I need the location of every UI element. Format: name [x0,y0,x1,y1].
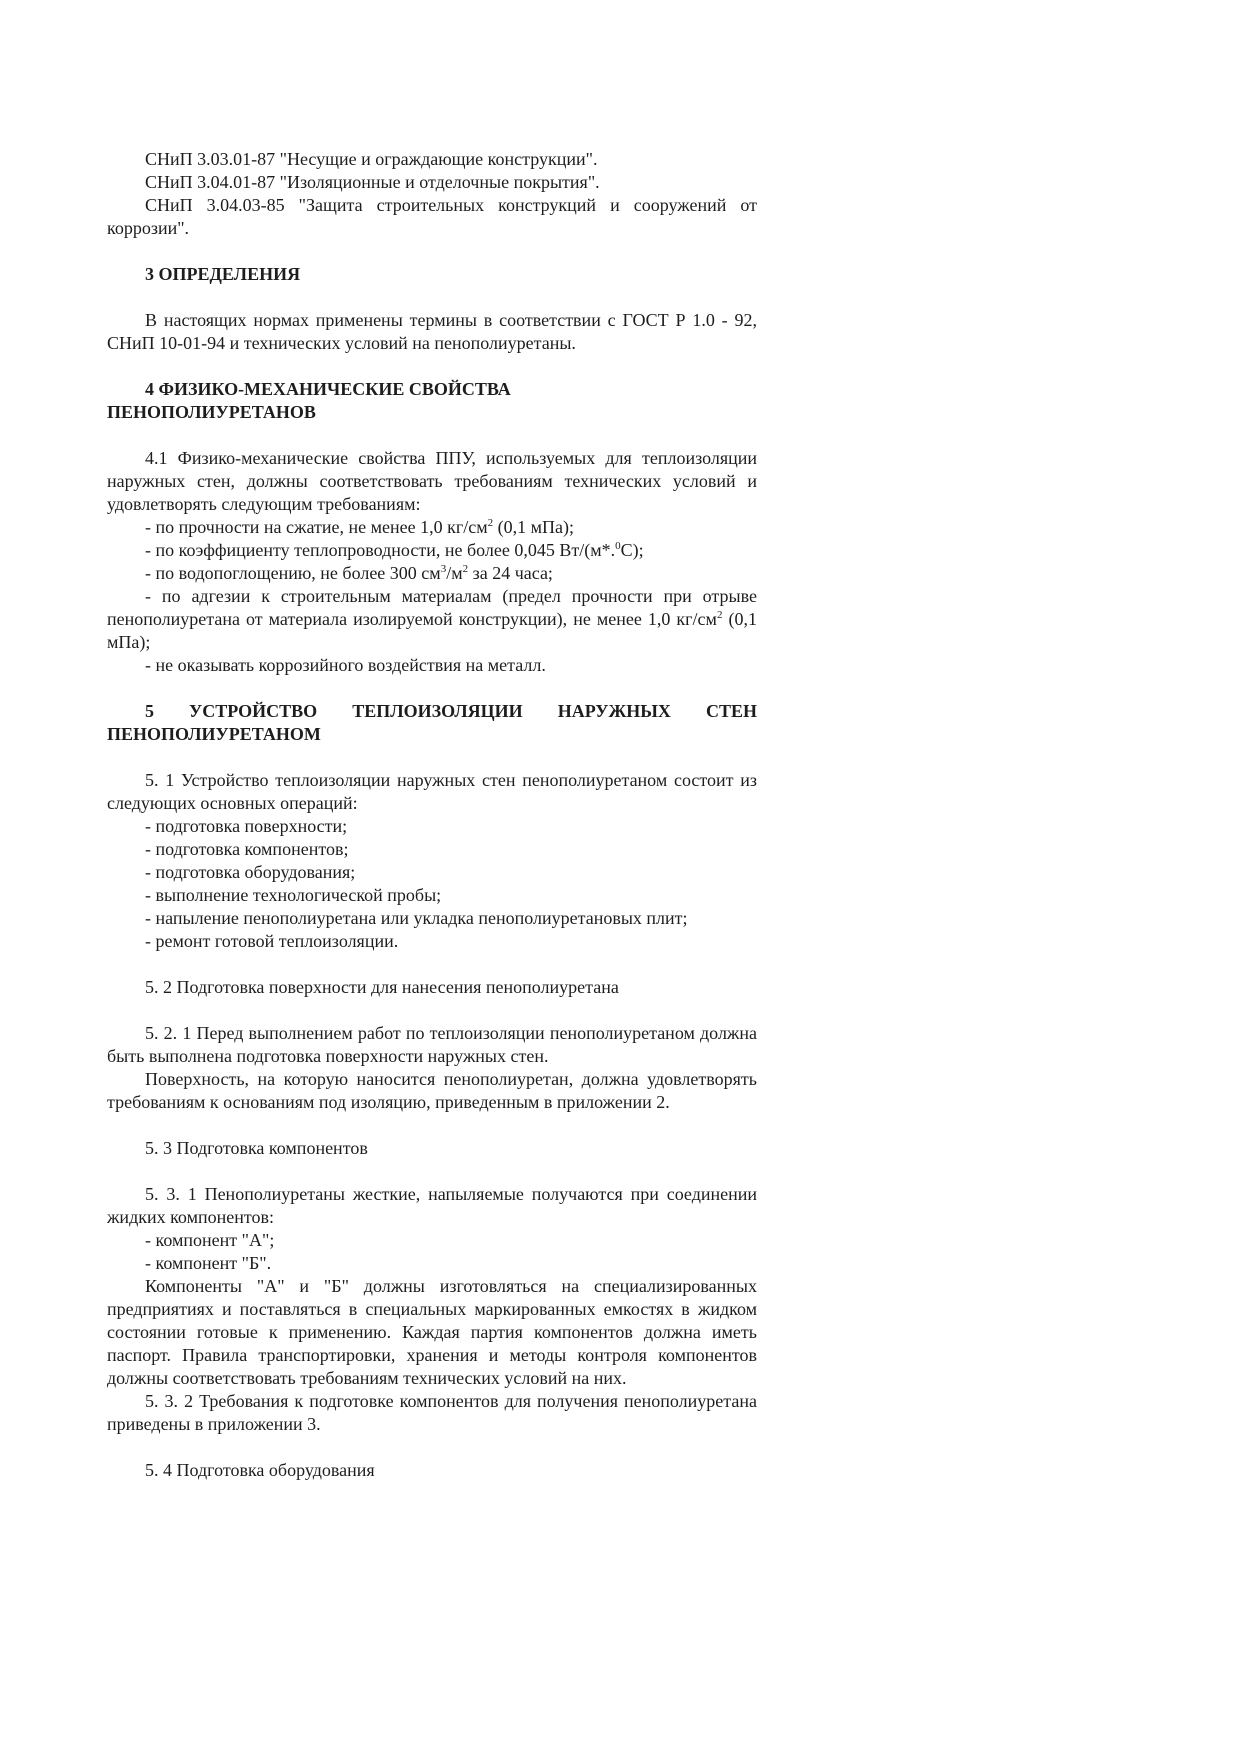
superscript: 2 [716,609,723,621]
list-item: - подготовка оборудования; [145,862,356,882]
section-heading: 5 УСТРОЙСТВО ТЕПЛОИЗОЛЯЦИИ НАРУЖНЫХ СТЕН ПЕНОПОЛИУРЕТАНОМ [107,701,757,744]
list-item: - подготовка поверхности; [145,816,348,836]
list-item: - напыление пенополиуретана или укладка пенополиуретановых плит; [145,908,688,928]
list-item: - по адгезии к строительным материалам (предел прочности при отрыве пенополиуретана от материала изолируемой конструкции), не менее 1,0 $кг/см^2$ (0,1 мПа); [107,586,757,652]
superscript: 0 [615,540,621,552]
list-item: - по коэффициенту теплопроводности, не более 0,045 Вт/(м*.$^0$С); [145,540,644,560]
paragraph: 5. 2 Подготовка поверхности для нанесения пенополиуретана [145,977,619,997]
list-item: - выполнение технологической пробы; [145,885,442,905]
paragraph: Компоненты "А" и "Б" должны изготовляться на специализированных предприятиях и поставляться в специальных маркированных емкостях в жидком состоянии готовые к применению. Каждая партия компонентов должна иметь паспорт. Правила транспортировки, хранения и методы контроля компонентов должны соответствовать требованиям технических условий на них. [107,1276,757,1388]
list-item: - по прочности на сжатие, не менее 1,0 $кг/см^2$ (0,1 мПа); [145,517,574,537]
paragraph: В настоящих нормах применены термины в соответствии с ГОСТ Р 1.0 - 92, СНиП 10-01-94 и технических условий на пенополиуретаны. [107,310,757,353]
paragraph: Поверхность, на которую наносится пенополиуретан, должна удовлетворять требованиям к основаниям под изоляцию, приведенным в приложении 2. [107,1069,757,1112]
list-item: - по водопоглощению, не более 300 $см^3/м^2$ за 24 часа; [145,563,553,583]
paragraph: 5. 2. 1 Перед выполнением работ по теплоизоляции пенополиуретаном должна быть выполнена подготовка поверхности наружных стен. [107,1023,757,1066]
list-item: - подготовка компонентов; [145,839,349,859]
superscript: 2 [487,517,494,529]
list-item: - компонент "А"; [145,1230,275,1250]
superscript: 2 [462,563,469,575]
paragraph: СНиП 3.04.03-85 "Защита строительных конструкций и сооружений от коррозии". [107,195,757,238]
superscript: 3 [440,563,447,575]
paragraph: 5. 3 Подготовка компонентов [145,1138,368,1158]
paragraph: СНиП 3.04.01-87 "Изоляционные и отделочные покрытия". [145,172,600,192]
paragraph: СНиП 3.03.01-87 "Несущие и ограждающие конструкции". [145,149,598,169]
list-item: - компонент "Б". [145,1253,272,1273]
paragraph: 5. 3. 1 Пенополиуретаны жесткие, напыляемые получаются при соединении жидких компонентов: [107,1184,757,1227]
paragraph: 5. 4 Подготовка оборудования [145,1460,375,1480]
list-item: - ремонт готовой теплоизоляции. [145,931,399,951]
section-heading: 3 ОПРЕДЕЛЕНИЯ [145,264,301,284]
document-content [107,148,757,1482]
list-item: - не оказывать коррозийного воздействия на металл. [145,655,546,675]
section-heading: 4 ФИЗИКО-МЕХАНИЧЕСКИЕ СВОЙСТВА ПЕНОПОЛИУРЕТАНОВ [107,379,511,422]
paragraph: 4.1 Физико-механические свойства ППУ, используемых для теплоизоляции наружных стен, должны соответствовать требованиям технических условий и удовлетворять следующим требованиям: [107,448,757,514]
paragraph: 5. 1 Устройство теплоизоляции наружных стен пенополиуретаном состоит из следующих основных операций: [107,770,757,813]
paragraph: 5. 3. 2 Требования к подготовке компонентов для получения пенополиуретана приведены в приложении 3. [107,1391,757,1434]
